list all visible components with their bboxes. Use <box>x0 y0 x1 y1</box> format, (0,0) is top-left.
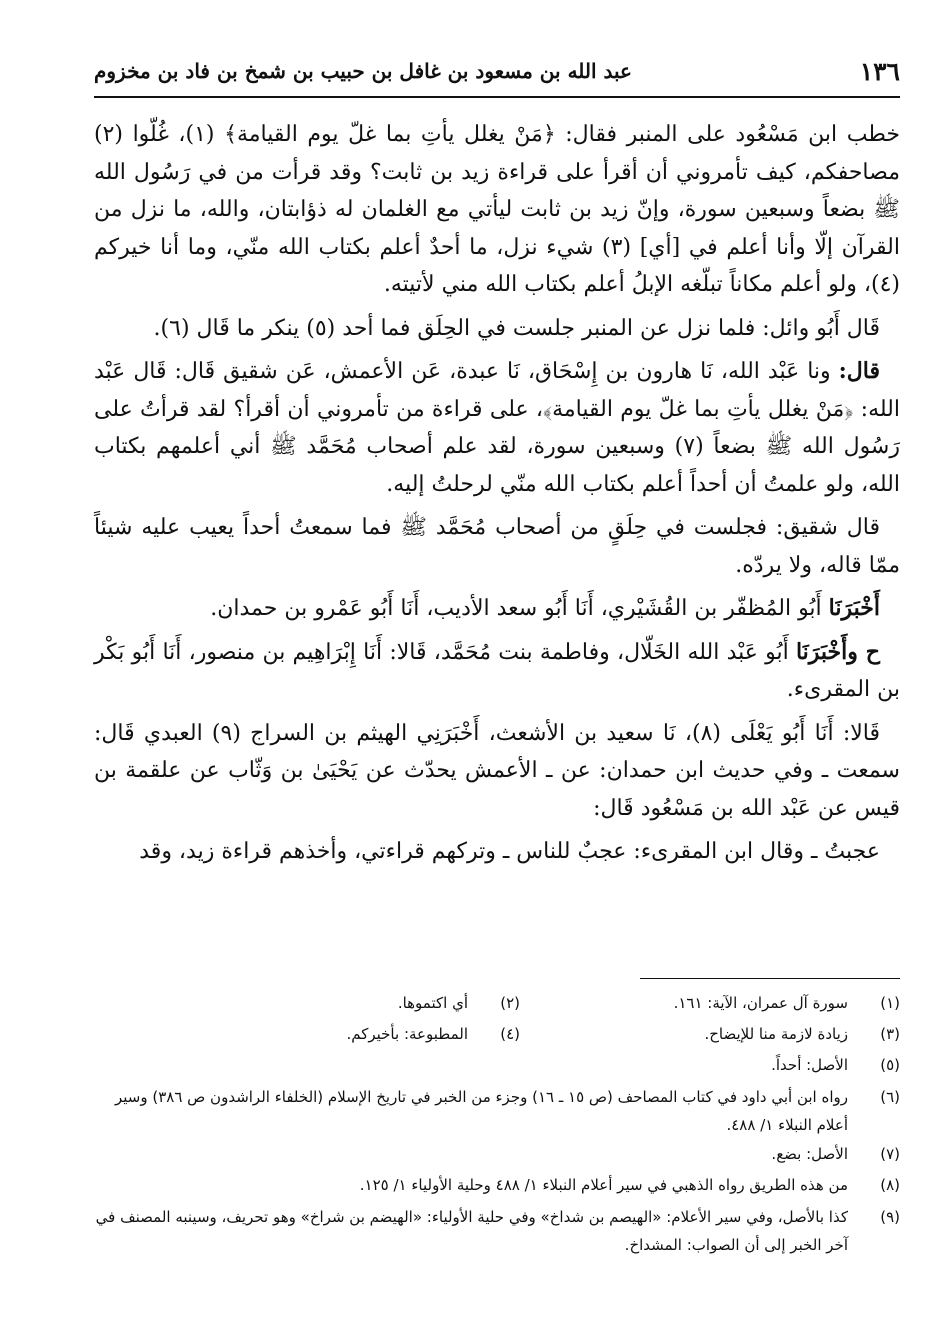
footnote-6 <box>94 1083 900 1139</box>
footnote-number: (١) <box>880 994 900 1012</box>
footnote-number: (٧) <box>880 1145 900 1163</box>
footnote-number: (٦) <box>880 1088 900 1106</box>
paragraph-3-text: ونا عَبْد الله، نَا هارون بن إِسْحَاق، نَا عبدة، عَن الأعمش، عَن شقيق قَال: قَال عَبْد الله: ﴿مَنْ يغلل يأتِ بما غلّ يوم القيامة﴾، على قراءة من تأمروني أن أقرأ؟ لقد قرأتُ على رَسُول الله ﷺ بضعاً (٧) وسبعين سورة، لقد علم أصحاب مُحَمَّد ﷺ أني أعلمهم بكتاب الله، ولو علمتُ أن أحداً أعلم بكتاب الله منّي لرحلتُ إليه. <box>94 359 900 497</box>
page-number: ١٣٦ <box>859 56 900 86</box>
footnote-5 <box>94 1050 900 1081</box>
footnote-number: (٨) <box>880 1176 900 1194</box>
footnote-7 <box>94 1139 900 1170</box>
main-text <box>94 116 900 877</box>
footnote-text: رواه ابن أبي داود في كتاب المصاحف (ص ١٥ ـ ١٦) وجزء من الخبر في تاريخ الإسلام (الخلفاء الراشدون ص ٣٨٦) وسير أعلام النبلاء ١/ ٤٨٨. <box>114 1088 848 1134</box>
paragraph-6-text: أَبُو عَبْد الله الخَلّال، وفاطمة بنت مُحَمَّد، قَالا: أَنَا إِبْرَاهِيم بن منصور، أَنَا أَبُو بَكْر بن المقرىء. <box>94 639 900 702</box>
footnote-8 <box>94 1170 900 1201</box>
running-title: عبد الله بن مسعود بن غافل بن حبيب بن شمخ بن فاد بن مخزوم <box>94 59 632 83</box>
footnote-number: (٢) <box>500 994 520 1012</box>
paragraph-5-text: أَبُو المُظفّر بن القُشَيْري، أَنَا أَبُو سعد الأديب، أَنَا أَبُو عَمْرو بن حمدان. <box>210 596 829 621</box>
footnote-text: أي اكتموها. <box>397 994 468 1012</box>
footnotes <box>94 988 900 1259</box>
footnote-number: (٩) <box>880 1208 900 1226</box>
paragraph-8: عجبتُ ـ وقال ابن المقرىء: عجبٌ للناس ـ وتركهم قراءتي، وأخذهم قراءة زيد، وقد <box>139 839 880 864</box>
paragraph-3 <box>94 353 900 503</box>
paragraph-4: قال شقيق: فجلست في حِلَقٍ من أصحاب مُحَمَّد ﷺ فما سمعتُ أحداً يعيب عليه شيئاً ممّا قاله، ولا يردّه. <box>94 515 900 578</box>
footnote-text: سورة آل عمران، الآية: ١٦١. <box>673 994 848 1012</box>
footnote-3 <box>520 1019 900 1050</box>
footnote-text: كذا بالأصل، وفي سير الأعلام: «الهيصم بن شداخ» وفي حلية الأولياء: «الهيضم بن شراخ» وهو تحريف، وسينبه المصنف في آخر الخبر إلى أن الصواب: المشداخ. <box>95 1208 848 1254</box>
footnote-number: (٤) <box>500 1025 520 1043</box>
paragraph-5 <box>94 590 900 628</box>
footnote-text: المطبوعة: بأخيركم. <box>346 1025 468 1043</box>
paragraph-1: خطب ابن مَسْعُود على المنبر فقال: ﴿مَنْ يغلل يأتِ بما غلّ يوم القيامة﴾ (١)، غُلّوا (٢) مصاحفكم، كيف تأمروني أن أقرأ على قراءة زيد بن ثابت؟ وقد قرأت من في رَسُول الله ﷺ بضعاً وسبعين سورة، وإنّ زيد بن ثابت ليأتي مع الغلمان له ذؤابتان، والله، ما نزل من القرآن إلّا وأنا أعلم في [أي] (٣) شيء نزل، ما أحدٌ أعلم بكتاب الله منّي، وما أنا خيركم (٤)، ولو أعلم مكاناً تبلّغه الإبلُ أعلم بكتاب الله مني لأتيته. <box>94 122 900 297</box>
footnote-1 <box>520 988 900 1019</box>
footnote-text: زيادة لازمة منا للإيضاح. <box>704 1025 848 1043</box>
footnote-2 <box>140 988 520 1019</box>
paragraph-5-lead: أَخْبَرَنَا <box>828 595 880 621</box>
footnote-number: (٥) <box>880 1056 900 1074</box>
footnote-9 <box>94 1203 900 1259</box>
footnote-row <box>94 1019 900 1050</box>
footnote-number: (٣) <box>880 1025 900 1043</box>
footnote-4 <box>140 1019 520 1050</box>
footnote-text: من هذه الطريق رواه الذهبي في سير أعلام النبلاء ١/ ٤٨٨ وحلية الأولياء ١/ ١٢٥. <box>359 1176 848 1194</box>
paragraph-7: قَالا: أَنَا أَبُو يَعْلَى (٨)، نَا سعيد بن الأشعث، أَخْبَرَنِي الهيثم بن السراج (٩) العبدي قَال: سمعت ـ وفي حديث ابن حمدان: عن ـ الأعمش يحدّث عن يَحْيَىٰ بن وَثّاب عن علقمة بن قيس عن عَبْد الله بن مَسْعُود قَال: <box>94 720 900 821</box>
footnote-row <box>94 988 900 1019</box>
footnote-text: الأصل: أحداً. <box>771 1056 848 1074</box>
paragraph-2: قَال أَبُو وائل: فلما نزل عن المنبر جلست في الحِلَق فما أحد (٥) ينكر ما قَال (٦). <box>153 315 880 341</box>
paragraph-3-lead: قال: <box>838 358 880 384</box>
paragraph-6 <box>94 634 900 709</box>
page-header <box>94 46 900 98</box>
paragraph-6-lead: ح وأَخْبَرَنَا <box>795 638 880 665</box>
footnote-text: الأصل: بضع. <box>771 1145 848 1163</box>
footnote-separator <box>640 978 900 979</box>
